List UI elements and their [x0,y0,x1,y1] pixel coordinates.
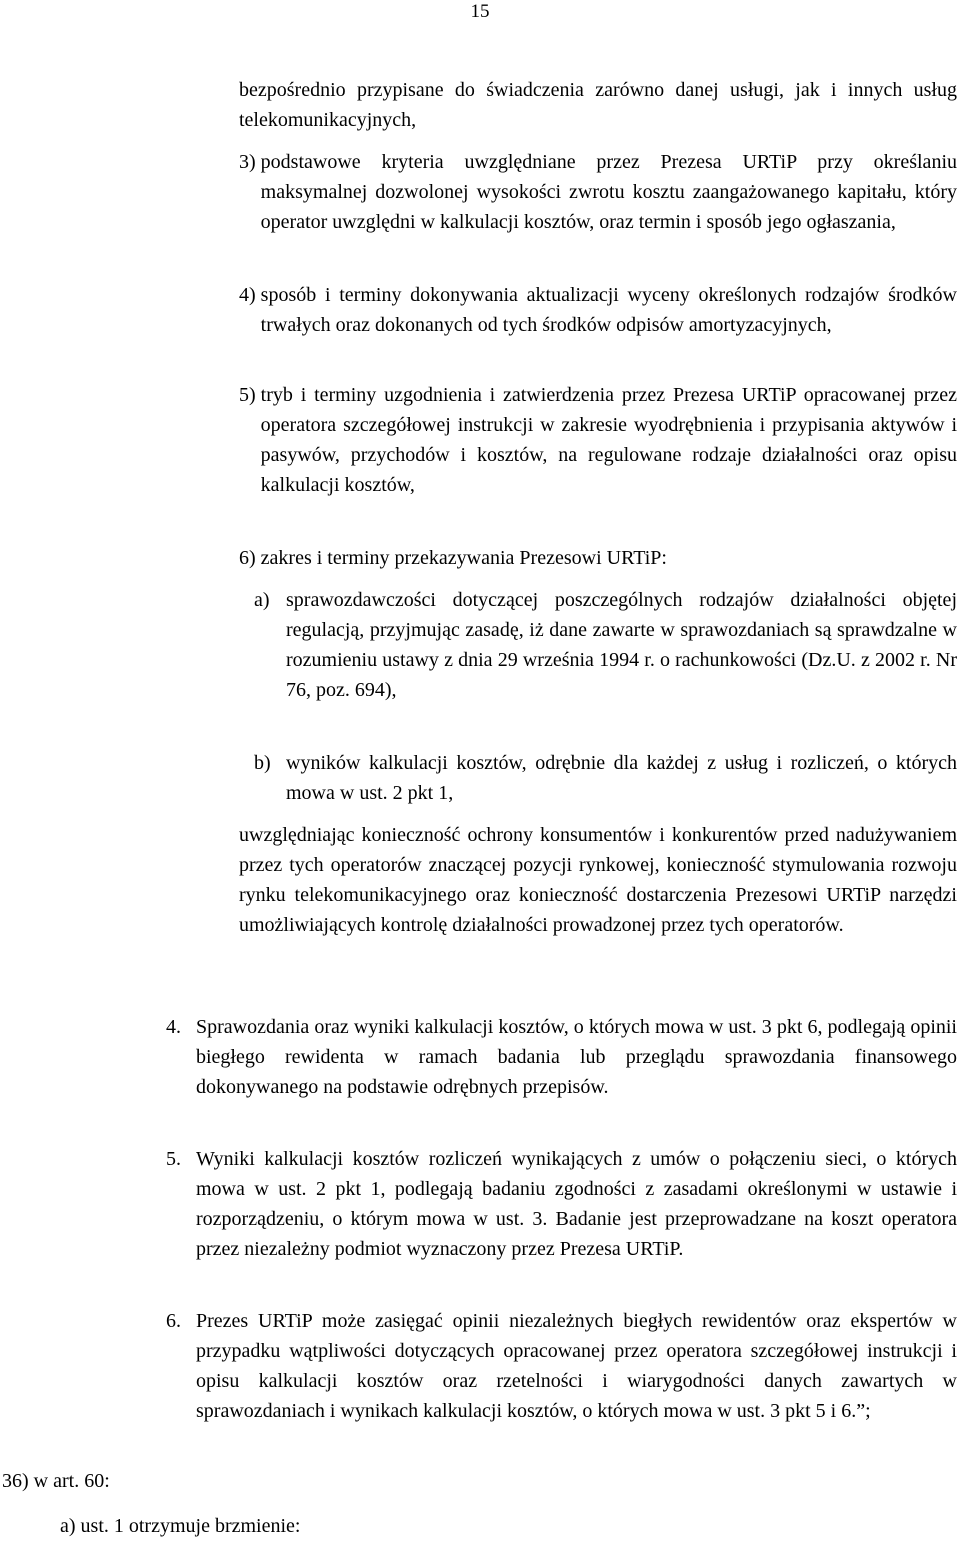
point-label: 3) [239,151,261,173]
point-text: podstawowe kryteria uwzględniane przez Prezesa URTiP przy określaniu maksymalnej dozwolonej wysokości zwrotu kosztu zaangażowanego kapitału, który operator uwzględni w kalkulacji kosztów, oraz termin i sposób jego ogłaszania, [260,151,957,233]
section-5 [166,1144,957,1264]
section-6 [166,1306,957,1426]
section-label: 6. [166,1310,186,1332]
section-text: Wyniki kalkulacji kosztów rozliczeń wynikających z umów o połączeniu sieci, o których mowa w ust. 2 pkt 1, podlegają badaniu zgodności z zasadami określonymi w ustawie i rozporządzeniu, o którym mowa w ust. 3. Badanie jest przeprowadzane na koszt operatora przez niezależny podmiot wyznaczony przez Prezesa URTiP. [196,1148,957,1260]
subpoint-a [254,585,957,705]
section-text: Prezes URTiP może zasięgać opinii niezależnych biegłych rewidentów oraz ekspertów w przypadku wątpliwości dotyczących opracowanej przez operatora szczegółowej instrukcji i opisu kalkulacji kosztów oraz rzetelności i wiarygodności danych zawartych w sprawozdaniach i wynikach kalkulacji kosztów, o których mowa w ust. 3 pkt 5 i 6.”; [196,1310,957,1422]
point-4 [239,280,957,340]
section-label: 5. [166,1148,186,1170]
subpoint-text: sprawozdawczości dotyczącej poszczególnych rodzajów działalności objętej regulacją, przyjmując zasadę, iż dane zawarte w sprawozdaniach są sprawdzalne w rozumieniu ustawy z dnia 29 września 1994 r. o rachunkowości (Dz.U. z 2002 r. Nr 76, poz. 694), [286,589,957,701]
point-3 [239,147,957,237]
closing-paragraph: uwzględniając konieczność ochrony konsumentów i konkurentów przed nadużywaniem przez tych operatorów znaczącej pozycji rynkowej, konieczność stymulowania rozwoju rynku telekomunikacyjnego oraz konieczność dostarczenia Prezesowi URTiP narzędzi umożliwiających kontrolę działalności prowadzonej przez tych operatorów. [239,824,957,936]
point-5 [239,380,957,500]
amendment-subpoint: a) ust. 1 otrzymuje brzmienie: [60,1515,301,1537]
point-label: 5) [239,384,261,406]
subpoint-label: a) [254,589,275,611]
subpoint-label: b) [254,752,276,774]
section-text: Sprawozdania oraz wyniki kalkulacji kosztów, o których mowa w ust. 3 pkt 6, podlegają opinii biegłego rewidenta w ramach badania lub przeglądu sprawozdania finansowego dokonywanego na podstawie odrębnych przepisów. [196,1016,957,1098]
point-label: 4) [239,284,261,306]
point-text: zakres i terminy przekazywania Prezesowi URTiP: [260,547,667,569]
amendment-heading: 36) w art. 60: [2,1470,110,1492]
point-label: 6) [239,547,261,569]
point-text: sposób i terminy dokonywania aktualizacji wyceny określonych rodzajów środków trwałych oraz dokonanych od tych środków odpisów amortyzacyjnych, [260,284,957,336]
subpoint-b [254,748,957,808]
section-4 [166,1012,957,1102]
subpoint-text: wyników kalkulacji kosztów, odrębnie dla każdej z usług i rozliczeń, o których mowa w ust. 2 pkt 1, [286,752,957,804]
point-text: tryb i terminy uzgodnienia i zatwierdzenia przez Prezesa URTiP opracowanej przez operatora szczegółowej instrukcji w zakresie wyodrębnienia i przypisania aktywów i pasywów, przychodów i kosztów, na regulowane rodzaje działalności oraz opisu kalkulacji kosztów, [260,384,957,496]
section-label: 4. [166,1016,186,1038]
page-number: 15 [470,1,490,22]
point-6 [239,543,957,573]
intro-paragraph: bezpośrednio przypisane do świadczenia zarówno danej usługi, jak i innych usług telekomunikacyjnych, [239,79,957,131]
